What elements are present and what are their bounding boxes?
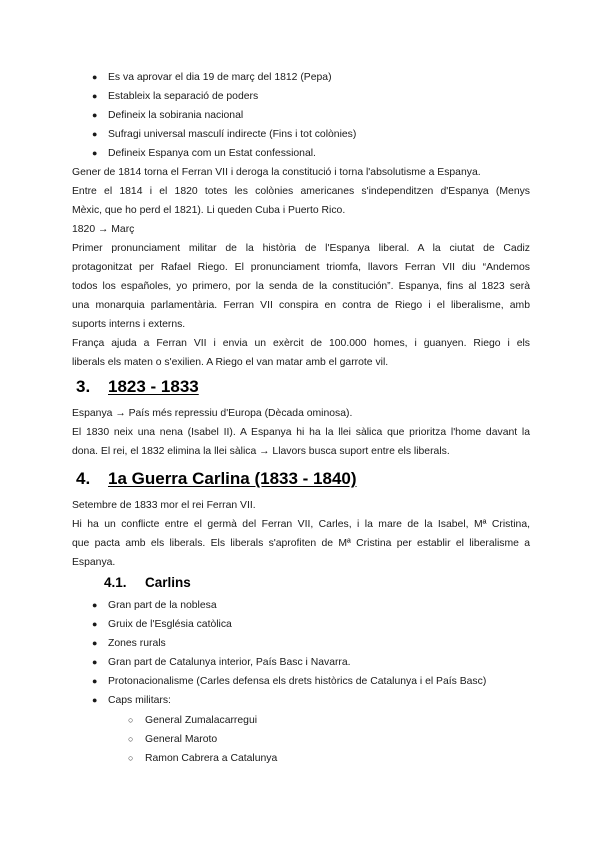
paragraph-line: Espanya → País més repressiu d'Europa (Dècada ominosa). bbox=[72, 408, 353, 419]
section-title: 1823 - 1833 bbox=[108, 377, 199, 396]
list-item: Defineix la sobirania nacional bbox=[108, 110, 244, 121]
subsection-title: Carlins bbox=[145, 575, 191, 590]
circle-bullet-icon: ○ bbox=[128, 715, 134, 725]
paragraph-line: Espanya. bbox=[72, 557, 116, 568]
paragraph-line: Entre el 1814 i el 1820 totes les colònies americanes s'independitzen d'Espanya (Menys bbox=[72, 186, 530, 197]
bullet-icon: ● bbox=[92, 110, 98, 120]
bullet-icon: ● bbox=[92, 695, 98, 705]
bullet-icon: ● bbox=[92, 91, 98, 101]
circle-bullet-icon: ○ bbox=[128, 753, 134, 763]
paragraph-line: protagonitzat per Rafael Riego. El pronunciament triomfa, llavors Ferran VII diu “Andemos bbox=[72, 262, 530, 273]
paragraph-line: liberals els maten o s'exilien. A Riego el van matar amb el garrote vil. bbox=[72, 357, 389, 368]
list-item: Defineix Espanya com un Estat confessional. bbox=[108, 148, 316, 159]
paragraph-line: dona. El rei, el 1832 elimina la llei sàlica → Llavors busca suport entre els liberals. bbox=[72, 446, 450, 457]
paragraph-line: que pacta amb els liberals. Els liberals s'aprofiten de Mª Cristina per establir el liberalisme a bbox=[72, 538, 530, 549]
paragraph-line: una monarquia parlamentària. Ferran VII conspira en contra de Riego i el liberalisme, amb bbox=[72, 300, 530, 311]
circle-bullet-icon: ○ bbox=[128, 734, 134, 744]
list-item: Gran part de la noblesa bbox=[108, 600, 217, 611]
bullet-icon: ● bbox=[92, 657, 98, 667]
paragraph-line: França ajuda a Ferran VII i envia un exèrcit de 100.000 homes, i guanyen. Riego i els bbox=[72, 338, 530, 349]
paragraph-line: todos los españoles, yo primero, por la senda de la constitución”. Espanya, fins al 1823 serà bbox=[72, 281, 530, 292]
bullet-icon: ● bbox=[92, 676, 98, 686]
bullet-icon: ● bbox=[92, 72, 98, 82]
bullet-icon: ● bbox=[92, 638, 98, 648]
list-item: Sufragi universal masculí indirecte (Fins i tot colònies) bbox=[108, 129, 357, 140]
subsection-number: 4.1. bbox=[104, 575, 127, 590]
paragraph-line: Gener de 1814 torna el Ferran VII i deroga la constitució i torna l'absolutisme a Espanya. bbox=[72, 167, 481, 178]
paragraph-line: suports interns i externs. bbox=[72, 319, 186, 330]
list-item: Estableix la separació de poders bbox=[108, 91, 259, 102]
paragraph-line: Setembre de 1833 mor el rei Ferran VII. bbox=[72, 500, 256, 511]
section-number: 4. bbox=[76, 469, 91, 488]
list-item: Gruix de l'Església catòlica bbox=[108, 619, 232, 630]
paragraph-line: Hi ha un conflicte entre el germà del Ferran VII, Carles, i la mare de la Isabel, Mª Cristina, bbox=[72, 519, 530, 530]
list-item: Caps militars: bbox=[108, 695, 171, 706]
list-item: Protonacionalisme (Carles defensa els drets històrics de Catalunya i el País Basc) bbox=[108, 676, 487, 687]
section-number: 3. bbox=[76, 377, 91, 396]
list-item: General Zumalacarregui bbox=[145, 715, 258, 726]
list-item: General Maroto bbox=[145, 734, 218, 745]
list-item: Gran part de Catalunya interior, País Basc i Navarra. bbox=[108, 657, 351, 668]
list-item: Ramon Cabrera a Catalunya bbox=[145, 753, 278, 764]
list-item: Es va aprovar el dia 19 de març del 1812 (Pepa) bbox=[108, 72, 332, 83]
date-heading: 1820 → Març bbox=[72, 224, 135, 235]
paragraph-line: El 1830 neix una nena (Isabel II). A Espanya hi ha la llei sàlica que prioritza l'home davant la bbox=[72, 427, 530, 438]
section-title: 1a Guerra Carlina (1833 - 1840) bbox=[108, 469, 357, 488]
bullet-icon: ● bbox=[92, 129, 98, 139]
paragraph-line: Primer pronunciament militar de la història de l'Espanya liberal. A la ciutat de Cadiz bbox=[72, 243, 530, 254]
bullet-icon: ● bbox=[92, 619, 98, 629]
list-item: Zones rurals bbox=[108, 638, 166, 649]
bullet-icon: ● bbox=[92, 148, 98, 158]
bullet-icon: ● bbox=[92, 600, 98, 610]
paragraph-line: Mèxic, que ho perd el 1821). Li queden Cuba i Puerto Rico. bbox=[72, 205, 346, 216]
